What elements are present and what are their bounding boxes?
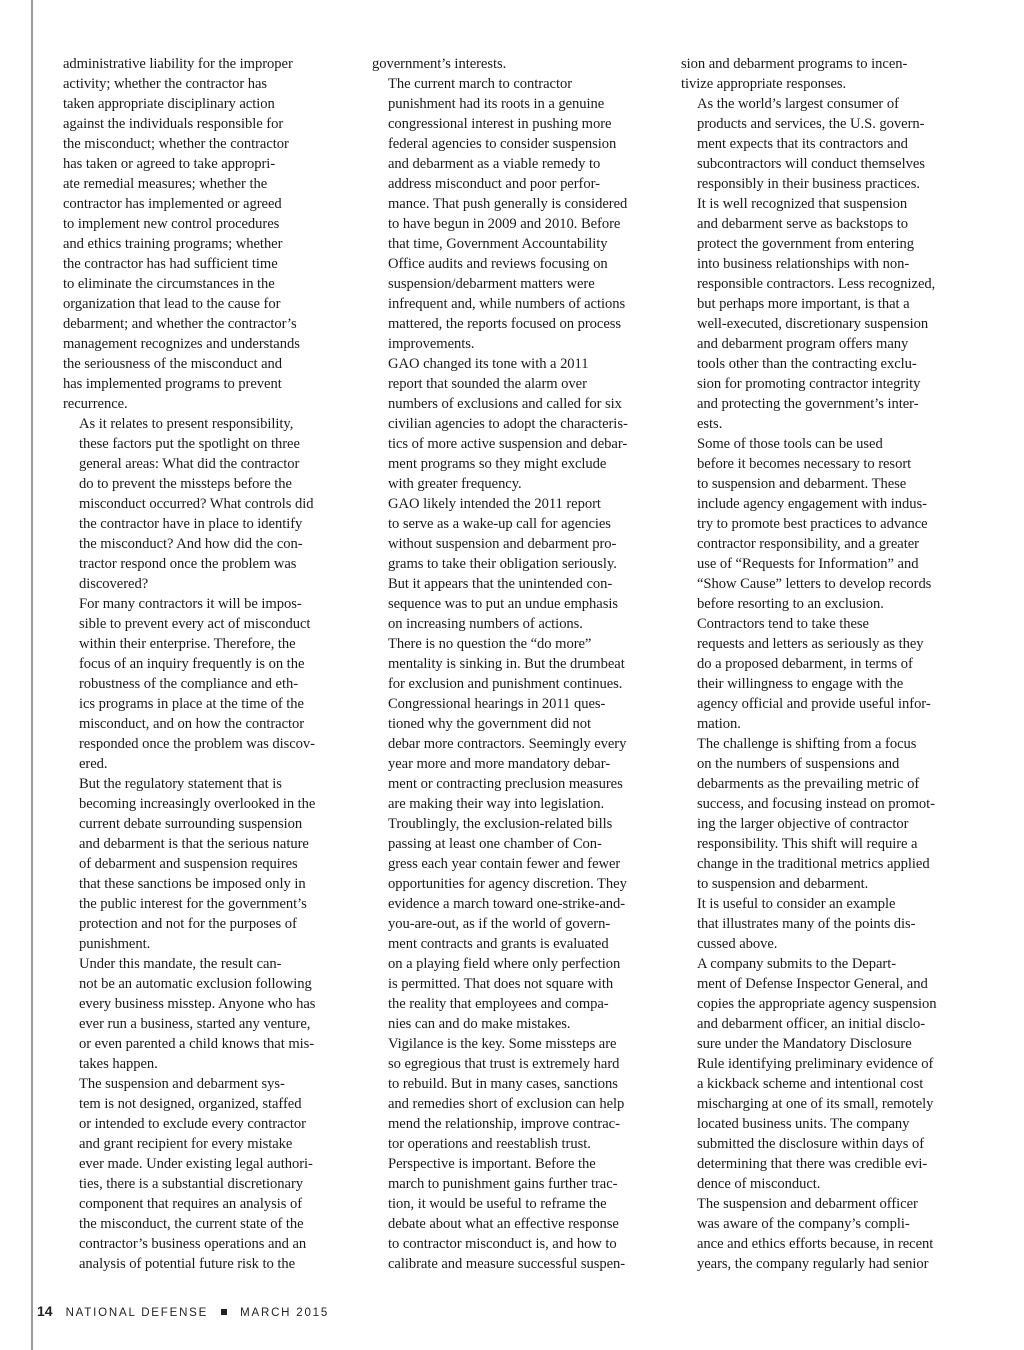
paragraph	[372, 1034, 656, 1154]
article-body	[0, 54, 1024, 1299]
text-line: administrative liability for the improper	[63, 56, 293, 72]
text-line: ever run a business, started any venture,	[79, 1016, 311, 1032]
text-line: tractor respond once the problem was	[79, 556, 297, 572]
text-line: focus of an inquiry frequently is on the	[79, 656, 305, 672]
text-line: discovered?	[79, 576, 149, 592]
paragraph	[63, 1074, 347, 1274]
text-line: of debarment and suspension requires	[79, 856, 298, 872]
text-line: Office audits and reviews focusing on	[388, 256, 608, 272]
text-line: and protecting the government’s inter-	[697, 396, 919, 412]
text-line: For many contractors it will be impos-	[79, 596, 302, 612]
text-line: Perspective is important. Before the	[388, 1156, 596, 1172]
paragraph	[681, 434, 965, 614]
text-line: year more and more mandatory debar-	[388, 756, 611, 772]
text-line: debate about what an effective response	[388, 1216, 619, 1232]
text-line: Vigilance is the key. Some missteps are	[388, 1036, 617, 1052]
text-line: and ethics training programs; whether	[63, 236, 283, 252]
text-line: sure under the Mandatory Disclosure	[697, 1036, 912, 1052]
paragraph	[63, 594, 347, 774]
text-line: to contractor misconduct is, and how to	[388, 1236, 617, 1252]
text-line: opportunities for agency discretion. They	[388, 876, 627, 892]
publication-name: NATIONAL DEFENSE	[65, 1307, 209, 1319]
text-line: was aware of the company’s compli-	[697, 1216, 910, 1232]
paragraph	[63, 54, 347, 414]
text-line: debarments as the prevailing metric of	[697, 776, 920, 792]
text-line: mattered, the reports focused on process	[388, 316, 622, 332]
text-line: every business misstep. Anyone who has	[79, 996, 316, 1012]
text-line: punishment.	[79, 936, 151, 952]
text-line: sible to prevent every act of misconduct	[79, 616, 311, 632]
text-line: passing at least one chamber of Con-	[388, 836, 602, 852]
text-line: Contractors tend to take these	[697, 616, 869, 632]
text-line: before resorting to an exclusion.	[697, 596, 884, 612]
text-line: A company submits to the Depart-	[697, 956, 897, 972]
text-line: the seriousness of the misconduct and	[63, 356, 283, 372]
text-line: that time, Government Accountability	[388, 236, 608, 252]
text-line: and debarment officer, an initial disclo-	[697, 1016, 926, 1032]
paragraph	[681, 54, 965, 94]
text-line: to suspension and debarment. These	[697, 476, 907, 492]
text-line: and debarment is that the serious nature	[79, 836, 309, 852]
text-line: before it becomes necessary to resort	[697, 456, 912, 472]
text-line: their willingness to engage with the	[697, 676, 904, 692]
text-column-1	[63, 54, 347, 1274]
text-line: GAO likely intended the 2011 report	[388, 496, 601, 512]
text-line: tioned why the government did not	[388, 716, 592, 732]
text-line: organization that lead to the cause for	[63, 296, 281, 312]
text-line: contractor has implemented or agreed	[63, 196, 282, 212]
text-line: responded once the problem was discov-	[79, 736, 315, 752]
text-line: with greater frequency.	[388, 476, 522, 492]
text-line: sequence was to put an undue emphasis	[388, 596, 618, 612]
text-line: protect the government from entering	[697, 236, 915, 252]
text-line: The challenge is shifting from a focus	[697, 736, 917, 752]
text-line: The current march to contractor	[388, 76, 573, 92]
text-line: ment expects that its contractors and	[697, 136, 908, 152]
text-line: on increasing numbers of actions.	[388, 616, 583, 632]
text-line: the misconduct; whether the contractor	[63, 136, 289, 152]
text-line: gress each year contain fewer and fewer	[388, 856, 621, 872]
text-line: Under this mandate, the result can-	[79, 956, 282, 972]
text-line: But it appears that the unintended con-	[388, 576, 613, 592]
text-line: management recognizes and understands	[63, 336, 300, 352]
text-line: and debarment program offers many	[697, 336, 909, 352]
text-line: within their enterprise. Therefore, the	[79, 636, 296, 652]
text-line: the reality that employees and compa-	[388, 996, 609, 1012]
text-line: suspension/debarment matters were	[388, 276, 595, 292]
text-line: are making their way into legislation.	[388, 796, 605, 812]
issue-date: MARCH 2015	[240, 1307, 330, 1319]
text-line: to suspension and debarment.	[697, 876, 869, 892]
text-line: ate remedial measures; whether the	[63, 176, 268, 192]
page-number: 14	[37, 1303, 53, 1319]
text-line: agency official and provide useful infor-	[697, 696, 931, 712]
text-line: well-executed, discretionary suspension	[697, 316, 929, 332]
text-line: recurrence.	[63, 396, 128, 412]
text-line: contractor responsibility, and a greater	[697, 536, 919, 552]
text-line: It is well recognized that suspension	[697, 196, 908, 212]
text-line: tem is not designed, organized, staffed	[79, 1096, 302, 1112]
paragraph	[681, 94, 965, 194]
text-line: Troublingly, the exclusion-related bills	[388, 816, 613, 832]
text-line: ance and ethics efforts because, in recent	[697, 1236, 934, 1252]
text-line: debar more contractors. Seemingly every	[388, 736, 627, 752]
text-line: the public interest for the government’s	[79, 896, 307, 912]
text-line: As it relates to present responsibility,	[79, 416, 294, 432]
text-line: mance. That push generally is considered	[388, 196, 628, 212]
text-line: that these sanctions be imposed only in	[79, 876, 306, 892]
text-line: civilian agencies to adopt the characteris-	[388, 416, 628, 432]
text-line: improvements.	[388, 336, 475, 352]
text-line: ever made. Under existing legal authori-	[79, 1156, 313, 1172]
text-line: but perhaps more important, is that a	[697, 296, 910, 312]
text-line: to have begun in 2009 and 2010. Before	[388, 216, 621, 232]
text-line: government’s interests.	[372, 56, 507, 72]
text-line: has implemented programs to prevent	[63, 376, 282, 392]
text-line: But the regulatory statement that is	[79, 776, 282, 792]
paragraph	[681, 614, 965, 734]
paragraph	[681, 1194, 965, 1274]
text-line: and grant recipient for every mistake	[79, 1136, 293, 1152]
paragraph	[372, 634, 656, 814]
text-line: misconduct occurred? What controls did	[79, 496, 314, 512]
text-column-2	[372, 54, 656, 1274]
text-line: the misconduct, the current state of the	[79, 1216, 304, 1232]
text-line: has taken or agreed to take appropri-	[63, 156, 276, 172]
text-line: ment of Defense Inspector General, and	[697, 976, 928, 992]
text-line: use of “Requests for Information” and	[697, 556, 919, 572]
paragraph	[681, 194, 965, 434]
text-line: sion for promoting contractor integrity	[697, 376, 921, 392]
text-line: mend the relationship, improve contrac-	[388, 1116, 620, 1132]
text-line: numbers of exclusions and called for six	[388, 396, 622, 412]
paragraph	[63, 774, 347, 954]
text-line: tor operations and reestablish trust.	[388, 1136, 591, 1152]
text-line: ment programs so they might exclude	[388, 456, 607, 472]
text-line: There is no question the “do more”	[388, 636, 592, 652]
text-line: do to prevent the missteps before the	[79, 476, 292, 492]
text-line: responsibly in their business practices.	[697, 176, 920, 192]
text-line: success, and focusing instead on promot-	[697, 796, 935, 812]
paragraph	[372, 494, 656, 634]
text-line: protection and not for the purposes of	[79, 916, 297, 932]
paragraph	[63, 954, 347, 1074]
text-line: on a playing field where only perfection	[388, 956, 621, 972]
text-line: ics programs in place at the time of the	[79, 696, 304, 712]
text-line: so egregious that trust is extremely hard	[388, 1056, 620, 1072]
text-line: ment or contracting preclusion measures	[388, 776, 623, 792]
text-line: mentality is sinking in. But the drumbeat	[388, 656, 625, 672]
text-line: a kickback scheme and intentional cost	[697, 1076, 924, 1092]
text-line: mischarging at one of its small, remotely	[697, 1096, 934, 1112]
text-line: to eliminate the circumstances in the	[63, 276, 275, 292]
text-line: “Show Cause” letters to develop records	[697, 576, 932, 592]
text-line: the contractor have in place to identify	[79, 516, 303, 532]
paragraph	[372, 814, 656, 1034]
text-line: GAO changed its tone with a 2011	[388, 356, 589, 372]
paragraph	[372, 54, 656, 74]
text-line: copies the appropriate agency suspension	[697, 996, 937, 1012]
text-line: taken appropriate disciplinary action	[63, 96, 275, 112]
paragraph	[372, 1154, 656, 1274]
text-line: grams to take their obligation seriously.	[388, 556, 617, 572]
paragraph	[372, 74, 656, 354]
text-line: misconduct, and on how the contractor	[79, 716, 305, 732]
text-line: As the world’s largest consumer of	[697, 96, 899, 112]
text-line: not be an automatic exclusion following	[79, 976, 312, 992]
text-line: current debate surrounding suspension	[79, 816, 303, 832]
text-line: these factors put the spotlight on three	[79, 436, 300, 452]
text-line: you-are-out, as if the world of govern-	[388, 916, 611, 932]
text-line: robustness of the compliance and eth-	[79, 676, 299, 692]
text-line: the misconduct? And how did the con-	[79, 536, 303, 552]
text-line: sion and debarment programs to incen-	[681, 56, 908, 72]
text-line: The suspension and debarment sys-	[79, 1076, 285, 1092]
text-line: evidence a march toward one-strike-and-	[388, 896, 626, 912]
text-line: and debarment serve as backstops to	[697, 216, 909, 232]
paragraph	[63, 414, 347, 594]
paragraph	[681, 734, 965, 894]
paragraph	[681, 954, 965, 1194]
text-line: tion, it would be useful to reframe the	[388, 1196, 607, 1212]
text-line: Congressional hearings in 2011 ques-	[388, 696, 606, 712]
text-line: becoming increasingly overlooked in the	[79, 796, 316, 812]
text-line: It is useful to consider an example	[697, 896, 896, 912]
text-line: or intended to exclude every contractor	[79, 1116, 306, 1132]
text-line: try to promote best practices to advance	[697, 516, 928, 532]
text-line: ment contracts and grants is evaluated	[388, 936, 609, 952]
paragraph	[372, 354, 656, 494]
text-line: debarment; and whether the contractor’s	[63, 316, 297, 332]
text-line: mation.	[697, 716, 741, 732]
text-line: the contractor has had sufficient time	[63, 256, 278, 272]
text-line: The suspension and debarment officer	[697, 1196, 918, 1212]
text-line: federal agencies to consider suspension	[388, 136, 617, 152]
text-line: tics of more active suspension and debar-	[388, 436, 628, 452]
text-line: to implement new control procedures	[63, 216, 280, 232]
text-line: that illustrates many of the points dis-	[697, 916, 916, 932]
text-line: Rule identifying preliminary evidence of	[697, 1056, 934, 1072]
text-line: or even parented a child knows that mis-	[79, 1036, 315, 1052]
text-line: takes happen.	[79, 1056, 158, 1072]
text-line: responsible contractors. Less recognized,	[697, 276, 936, 292]
text-line: is permitted. That does not square with	[388, 976, 614, 992]
text-line: years, the company regularly had senior	[697, 1256, 929, 1272]
text-line: for exclusion and punishment continues.	[388, 676, 623, 692]
text-line: without suspension and debarment pro-	[388, 536, 617, 552]
text-line: punishment had its roots in a genuine	[388, 96, 605, 112]
text-line: component that requires an analysis of	[79, 1196, 303, 1212]
text-line: ests.	[697, 416, 723, 432]
text-line: and remedies short of exclusion can help	[388, 1096, 625, 1112]
text-line: and debarment as a viable remedy to	[388, 156, 601, 172]
paragraph	[681, 894, 965, 954]
text-line: products and services, the U.S. govern-	[697, 116, 925, 132]
text-line: requests and letters as seriously as they	[697, 636, 924, 652]
text-line: dence of misconduct.	[697, 1176, 821, 1192]
text-line: determining that there was credible evi-	[697, 1156, 928, 1172]
text-line: march to punishment gains further trac-	[388, 1176, 618, 1192]
text-line: subcontractors will conduct themselves	[697, 156, 925, 172]
text-line: to serve as a wake-up call for agencies	[388, 516, 611, 532]
footer-separator	[221, 1309, 227, 1315]
text-line: responsibility. This shift will require a	[697, 836, 918, 852]
page-footer	[37, 1301, 329, 1321]
text-line: into business relationships with non-	[697, 256, 910, 272]
text-line: ered.	[79, 756, 108, 772]
text-line: congressional interest in pushing more	[388, 116, 612, 132]
text-line: Some of those tools can be used	[697, 436, 883, 452]
text-line: address misconduct and poor perfor-	[388, 176, 600, 192]
text-line: include agency engagement with indus-	[697, 496, 927, 512]
text-line: tools other than the contracting exclu-	[697, 356, 917, 372]
text-line: ing the larger objective of contractor	[697, 816, 909, 832]
text-line: on the numbers of suspensions and	[697, 756, 900, 772]
text-line: change in the traditional metrics applied	[697, 856, 930, 872]
text-line: analysis of potential future risk to the	[79, 1256, 296, 1272]
text-line: tivize appropriate responses.	[681, 76, 847, 92]
text-line: submitted the disclosure within days of	[697, 1136, 925, 1152]
text-line: located business units. The company	[697, 1116, 910, 1132]
text-line: report that sounded the alarm over	[388, 376, 587, 392]
text-line: general areas: What did the contractor	[79, 456, 300, 472]
text-line: ties, there is a substantial discretionary	[79, 1176, 304, 1192]
text-column-3	[681, 54, 965, 1274]
text-line: do a proposed debarment, in terms of	[697, 656, 913, 672]
text-line: cussed above.	[697, 936, 778, 952]
text-line: nies can and do make mistakes.	[388, 1016, 571, 1032]
text-line: contractor’s business operations and an	[79, 1236, 307, 1252]
text-line: calibrate and measure successful suspen-	[388, 1256, 626, 1272]
text-line: infrequent and, while numbers of actions	[388, 296, 626, 312]
text-line: to rebuild. But in many cases, sanctions	[388, 1076, 618, 1092]
text-line: against the individuals responsible for	[63, 116, 284, 132]
text-line: activity; whether the contractor has	[63, 76, 268, 92]
